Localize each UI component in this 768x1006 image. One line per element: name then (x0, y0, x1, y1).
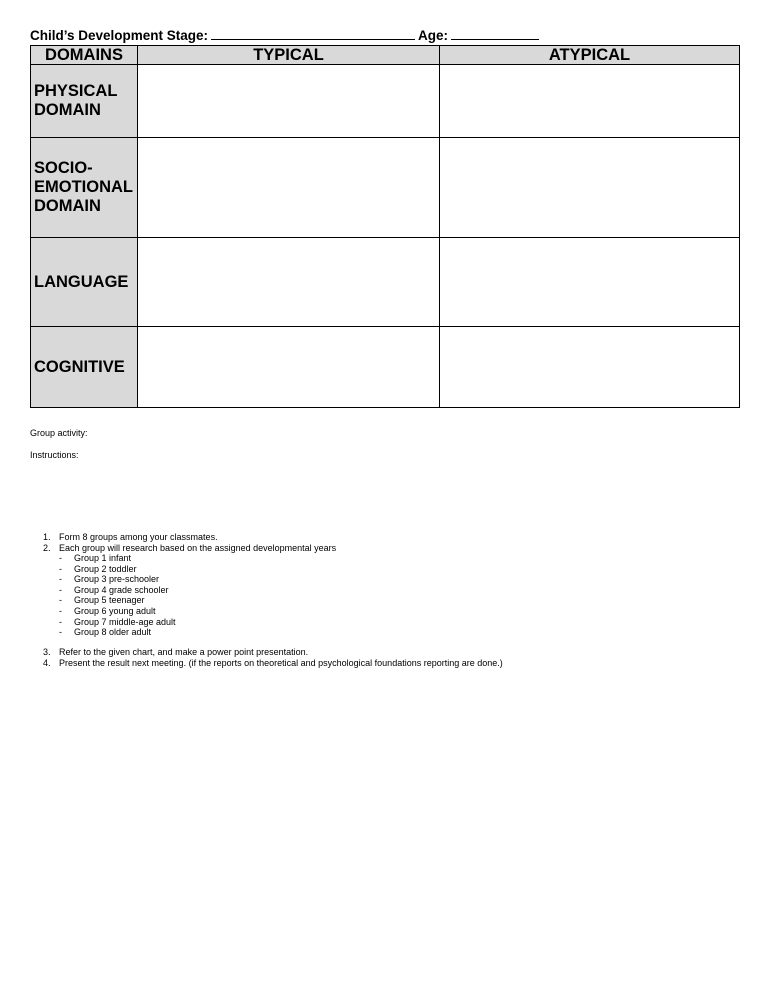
table-row-physical (31, 65, 740, 138)
atypical-cell-physical[interactable] (440, 65, 740, 138)
typical-cell-physical[interactable] (138, 65, 440, 138)
table-header-row (31, 46, 740, 65)
list-bullet: - (59, 584, 62, 595)
group-assignment-list (30, 553, 630, 638)
stage-label: Child’s Development Stage: (30, 28, 209, 43)
group-label: Group 3 pre-schooler (74, 574, 160, 585)
typical-cell-language[interactable] (138, 238, 440, 327)
step-number: 4. (43, 657, 51, 668)
group-label: Group 1 infant (74, 553, 132, 563)
group-item (30, 617, 630, 628)
list-bullet: - (59, 563, 62, 574)
atypical-cell-cognitive[interactable] (440, 327, 740, 408)
worksheet-header (30, 28, 539, 43)
header-typical: TYPICAL (138, 46, 440, 65)
domain-cell-language: LANGUAGE (31, 238, 138, 327)
group-item (30, 574, 630, 585)
list-bullet: - (59, 627, 62, 638)
domain-cell-cognitive: COGNITIVE (31, 327, 138, 408)
domain-cell-socio-emotional: SOCIO- EMOTIONAL DOMAIN (31, 138, 138, 238)
step-item (30, 647, 630, 658)
step-text: Present the result next meeting. (if the reports on theoretical and psychological foundations reporting are done.) (59, 657, 503, 668)
table-row-socio-emotional (31, 138, 740, 238)
development-table (30, 45, 740, 408)
table-row-language (31, 238, 740, 327)
group-activity-title: Group activity: (30, 428, 88, 438)
group-item (30, 564, 630, 575)
table-row-cognitive (31, 327, 740, 408)
domain-cell-physical: PHYSICAL DOMAIN (31, 65, 138, 138)
stage-blank-line[interactable] (211, 28, 415, 40)
typical-cell-cognitive[interactable] (138, 327, 440, 408)
step-text: Each group will research based on the assigned developmental years (59, 542, 337, 553)
step-item (30, 532, 630, 543)
list-bullet: - (59, 605, 62, 616)
list-bullet: - (59, 595, 62, 606)
group-item (30, 585, 630, 596)
group-item (30, 595, 630, 606)
instruction-steps-part1 (30, 532, 630, 553)
header-domains: DOMAINS (31, 46, 138, 65)
group-item (30, 627, 630, 638)
age-blank-line[interactable] (451, 28, 539, 40)
group-item (30, 553, 630, 564)
header-atypical: ATYPICAL (440, 46, 740, 65)
age-label: Age: (418, 28, 449, 43)
step-text: Refer to the given chart, and make a power point presentation. (59, 647, 309, 657)
atypical-cell-language[interactable] (440, 238, 740, 327)
step-item (30, 543, 630, 554)
instructions-label: Instructions: (30, 450, 79, 460)
list-bullet: - (59, 574, 62, 585)
step-number: 1. (43, 532, 51, 542)
step-item (30, 658, 630, 669)
group-item (30, 606, 630, 617)
group-label: Group 4 grade schooler (74, 584, 169, 595)
list-bullet: - (59, 553, 62, 563)
instruction-steps-part2 (30, 647, 630, 668)
group-label: Group 5 teenager (74, 595, 145, 606)
group-label: Group 2 toddler (74, 563, 137, 574)
step-text: Form 8 groups among your classmates. (59, 532, 218, 542)
typical-cell-socio-emotional[interactable] (138, 138, 440, 238)
atypical-cell-socio-emotional[interactable] (440, 138, 740, 238)
step-number: 2. (43, 542, 51, 553)
group-label: Group 7 middle-age adult (74, 616, 176, 627)
step-number: 3. (43, 647, 51, 657)
group-label: Group 6 young adult (74, 605, 156, 616)
group-label: Group 8 older adult (74, 627, 152, 638)
list-bullet: - (59, 616, 62, 627)
